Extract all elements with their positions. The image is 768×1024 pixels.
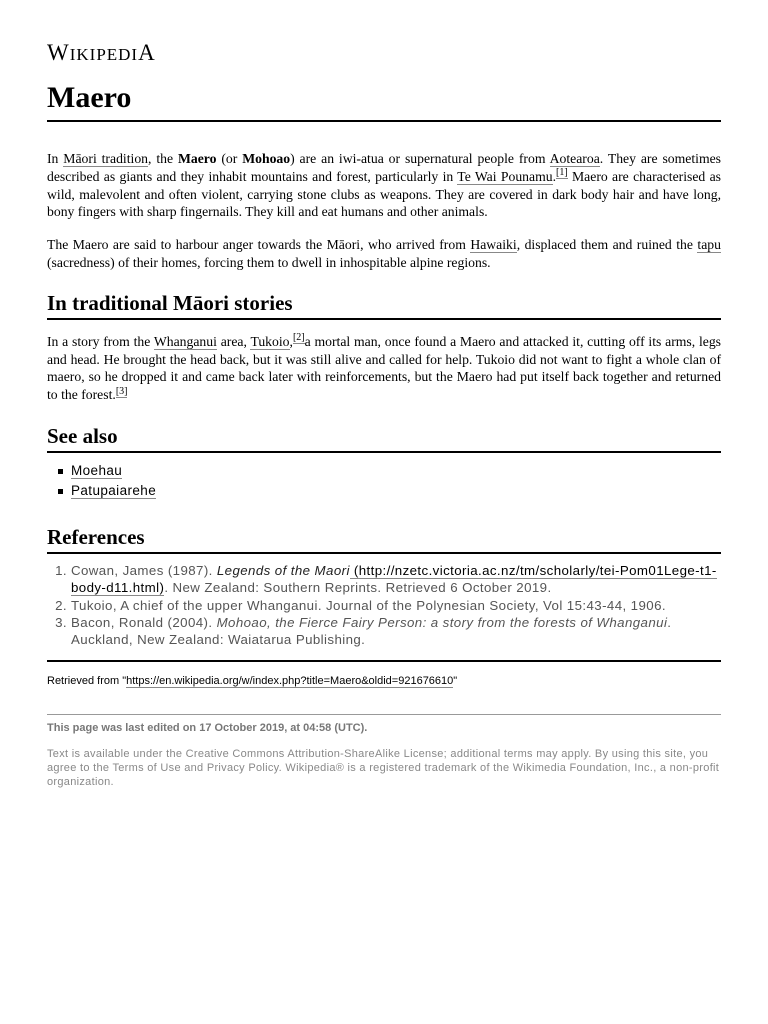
article-page bbox=[47, 40, 721, 789]
permalink[interactable]: https://en.wikipedia.org/w/index.php?title=Maero&oldid=921676610 bbox=[126, 675, 454, 688]
reference-title: Legends of the Maori bbox=[216, 562, 350, 578]
see-also-list bbox=[47, 461, 721, 501]
intro-paragraph: In Māori tradition, the Maero (or Mohoao) are an iwi-atua or supernatural people from Aotearoa. They are sometimes described as giants and they inhabit mountains and forest, particularly in Te Wai Pounamu.[1] Maero are characterised as wild, malevolent and often violent, carrying stone clubs as weapons. They are covered in dark body hair and have long, bony fingers with sharp fingernails. They kill and eat humans and other animals. bbox=[47, 151, 721, 220]
reference-url-link[interactable]: (http://nzetc.victoria.ac.nz/tm/scholarly/tei-Pom01Lege-t1-body-d11.html) bbox=[71, 562, 717, 596]
link-tukoio[interactable]: Tukoio bbox=[250, 333, 290, 349]
retrieved-from: Retrieved from "https://en.wikipedia.org/w/index.php?title=Maero&oldid=921676610" bbox=[47, 675, 458, 688]
reference-item: 2. Tukoio, A chief of the upper Whanganui. Journal of the Polynesian Society, Vol 15:43-44, 1906. bbox=[71, 597, 721, 614]
bold-mohoao: Mohoao bbox=[242, 151, 291, 166]
link-patupaiarehe[interactable]: Patupaiarehe bbox=[71, 482, 157, 498]
link-hawaiki[interactable]: Hawaiki bbox=[470, 237, 517, 253]
list-item bbox=[71, 461, 721, 481]
stories-paragraph: In a story from the Whanganui area, Tukoio,[2]a mortal man, once found a Maero and attacked it, cutting off its arms, legs and head. He brought the head back, but it was still alive and called for help. Tukoio did not want to fight a whole clan of maero, so he dropped it and came back later with reinforcements, but the Maero had put itself back together and returned to the forest.[3] bbox=[47, 332, 721, 403]
wikipedia-wordmark[interactable] bbox=[47, 40, 721, 66]
wordmark-w: W bbox=[47, 40, 70, 65]
link-te-wai-pounamu[interactable]: Te Wai Pounamu bbox=[457, 168, 553, 184]
citation-1[interactable]: [1] bbox=[556, 167, 568, 179]
list-item bbox=[71, 481, 721, 501]
heading-see-also: See also bbox=[47, 422, 721, 453]
reference-number: 3. bbox=[55, 614, 67, 630]
footer-rule bbox=[47, 714, 721, 715]
reference-item: 1. Cowan, James (1987). Legends of the Maori (http://nzetc.victoria.ac.nz/tm/scholarly/tei-Pom01Lege-t1-body-d11.html). New Zealand: Southern Reprints. Retrieved 6 October 2019. bbox=[71, 562, 721, 597]
last-edited-notice: This page was last edited on 17 October 2019, at 04:58 (UTC). bbox=[47, 722, 368, 735]
page-title: Maero bbox=[47, 78, 721, 122]
link-moehau[interactable]: Moehau bbox=[71, 462, 123, 478]
link-whanganui[interactable]: Whanganui bbox=[153, 333, 217, 349]
citation-2[interactable]: [2] bbox=[292, 332, 305, 344]
citation-3[interactable]: [3] bbox=[115, 385, 128, 397]
license-notice: Text is available under the Creative Commons Attribution-ShareAlike License; additional terms may apply. By using this site, you agree to the Terms of Use and Privacy Policy. Wikipedia® is a registered trademark of the Wikimedia Foundation, Inc., a non-profit organization. bbox=[47, 748, 720, 789]
footer-divider bbox=[47, 660, 721, 662]
references-list bbox=[47, 562, 721, 648]
reference-title: Mohoao, the Fierce Fairy Person: a story from the forests of Whanganui bbox=[216, 614, 668, 630]
habitat-paragraph: The Maero are said to harbour anger towards the Māori, who arrived from Hawaiki, displaced them and ruined the tapu (sacredness) of their homes, forcing them to dwell in inhospitable alpine regions. bbox=[47, 237, 721, 270]
heading-traditional-stories: In traditional Māori stories bbox=[47, 289, 721, 320]
reference-number: 1. bbox=[55, 562, 67, 578]
bold-maero: Maero bbox=[177, 151, 217, 166]
wordmark-middle: IKIPEDI bbox=[69, 45, 139, 64]
link-aotearoa[interactable]: Aotearoa bbox=[549, 151, 600, 166]
reference-number: 2. bbox=[55, 597, 67, 613]
heading-references: References bbox=[47, 523, 721, 554]
wordmark-a: A bbox=[138, 40, 156, 65]
link-tapu[interactable]: tapu bbox=[697, 237, 721, 253]
link-maori-tradition[interactable]: Māori tradition bbox=[63, 151, 149, 166]
reference-item: 3. Bacon, Ronald (2004). Mohoao, the Fierce Fairy Person: a story from the forests of Whanganui. Auckland, New Zealand: Waiatarua Publishing. bbox=[71, 614, 721, 649]
